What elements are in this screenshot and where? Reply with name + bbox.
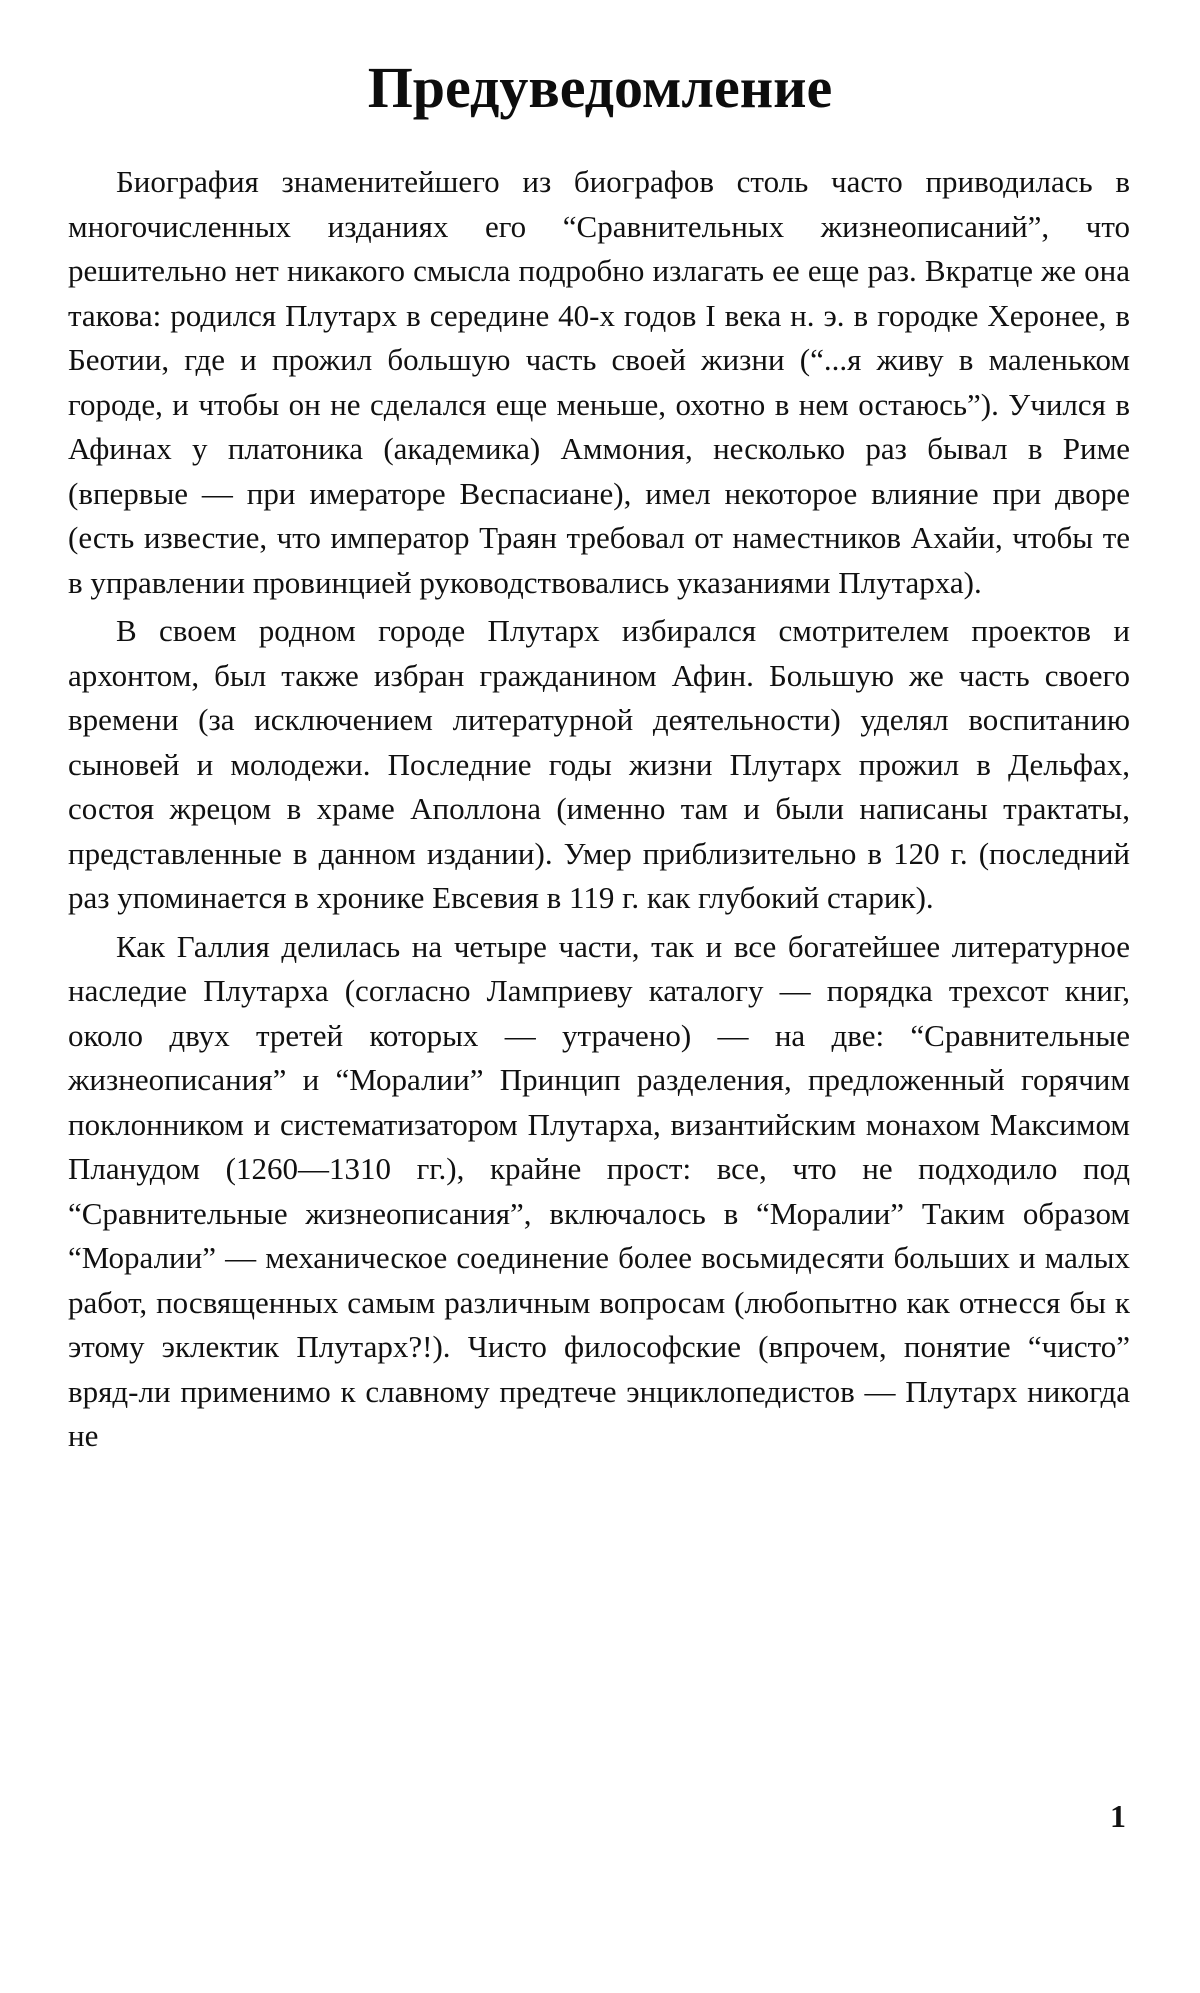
page-number: 1 — [1110, 1798, 1126, 1834]
paragraph-biography: Биография знаменитейшего из биографов столь часто приводилась в многочисленных изданиях его “Сравнительных жизнеописаний”, что решительно нет никакого смысла подробно излагать ее еще раз. Вкратце же она такова: родился Плутарх в середине 40-х годов I века н. э. в городке Херонее, в Беотии, где и прожил большую часть своей жизни (“...я живу в маленьком городе, и чтобы он не сделался еще меньше, охотно в нем остаюсь”). Учился в Афинах у платоника (академика) Аммония, несколько раз бывал в Риме (впервые — при имераторе Веспасиане), имел некоторое влияние при дворе (есть известие, что император Траян требовал от наместников Ахайи, чтобы те в управлении провинцией руководствовались указаниями Плутарха). — [68, 164, 1130, 600]
paragraph-literary-heritage: Как Галлия делилась на четыре части, так и все богатейшее литературное наследие Плутарха (согласно Ламприеву каталогу — порядка трехсот книг, около двух третей которых — утрачено) — на две: “Сравнительные жизнеописания” и “Моралии” Принцип разделения, предложенный горячим поклонником и систематизатором Плутарха, византийским монахом Максимом Планудом (1260—1310 гг.), крайне прост: все, что не подходило под “Сравнительные жизнеописания”, включалось в “Моралии” Таким образом “Моралии” — механическое соединение более восьмидесяти больших и малых работ, посвященных самым различным вопросам (любопытно как отнесся бы к этому эклектик Плутарх?!). Чисто философские (впрочем, понятие “чисто” вряд-ли применимо к славному предтече энциклопедистов — Плутарх никогда не — [68, 928, 1130, 1453]
paragraph-later-life: В своем родном городе Плутарх избирался смотрителем проектов и архонтом, был также избран гражданином Афин. Большую же часть своего времени (за исключением литературной деятельности) уделял воспитанию сыновей и молодежи. Последние годы жизни Плутарх прожил в Дельфах, состоя жрецом в храме Аполлона (именно там и были написаны трактаты, представленные в данном издании). Умер приблизительно в 120 г. (последний раз упоминается в хронике Евсевия в 119 г. как глубокий старик). — [68, 613, 1130, 915]
page-title: Предуведомление — [367, 55, 833, 120]
body-text — [68, 160, 1130, 1463]
